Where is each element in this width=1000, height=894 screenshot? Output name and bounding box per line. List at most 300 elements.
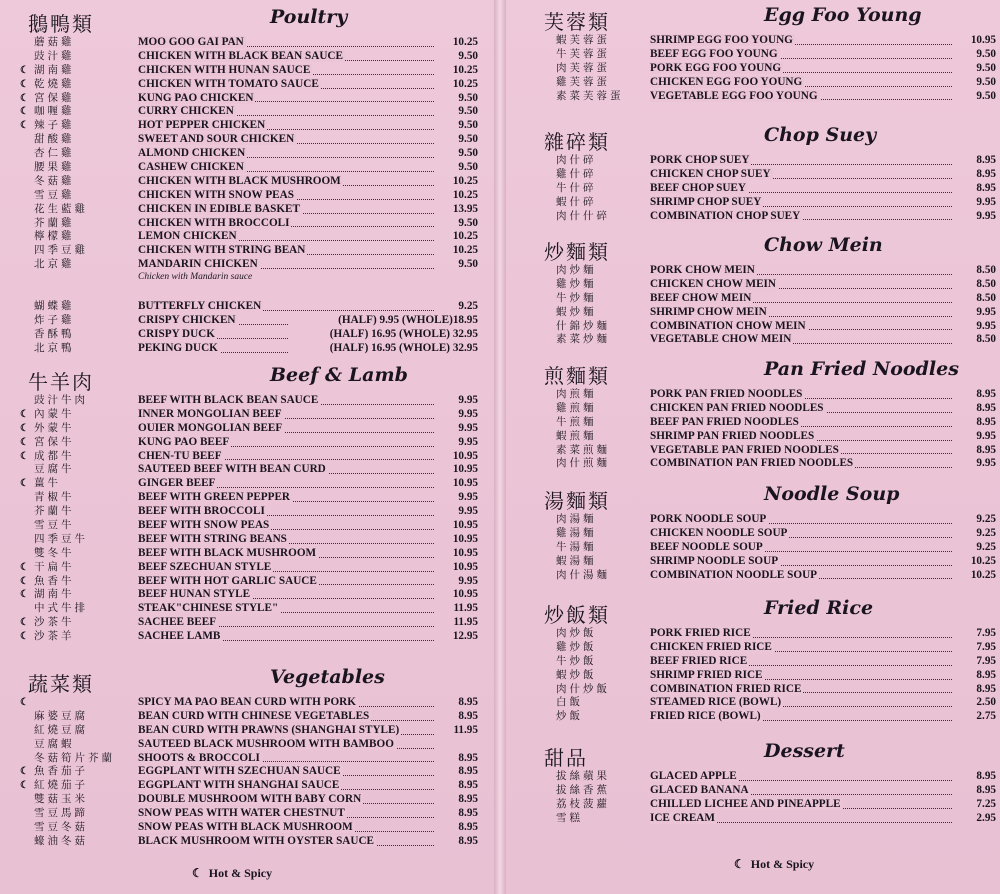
item-name: BEEF SZECHUAN STYLE xyxy=(138,560,272,573)
item-price: 9.25 xyxy=(976,513,996,525)
item-chinese-name: 沙茶牛 xyxy=(34,616,75,629)
item-chinese-name: 湖南雞 xyxy=(34,63,75,76)
menu-item xyxy=(526,513,1000,527)
item-price: 8.95 xyxy=(458,793,478,806)
menu-item xyxy=(526,710,1000,724)
item-name: BEEF CHOP SUEY xyxy=(650,181,746,194)
section-chinese-title: 炒麵類 xyxy=(544,240,610,264)
item-chinese-name: 雞炒飯 xyxy=(556,640,597,653)
section-header xyxy=(20,364,490,394)
item-chinese-name: 肉炒麵 xyxy=(556,264,597,276)
item-price: 10.25 xyxy=(452,63,478,76)
item-name: COMBINATION CHOP SUEY xyxy=(650,209,801,222)
item-name: CHICKEN FRIED RICE xyxy=(650,640,772,653)
menu-item xyxy=(20,258,490,272)
item-chinese-name: 肉芙蓉蛋 xyxy=(556,61,610,74)
item-name: STEAK"CHINESE STYLE" xyxy=(138,602,279,615)
item-name: BLACK MUSHROOM WITH OYSTER SAUCE xyxy=(138,834,375,847)
item-name: STEAMED RICE (BOWL) xyxy=(650,696,782,709)
item-name: SNOW PEAS WITH BLACK MUSHROOM xyxy=(138,821,353,834)
item-chinese-name: 薑牛 xyxy=(34,477,61,490)
item-price: 8.95 xyxy=(458,807,478,820)
item-chinese-name: 甜酸雞 xyxy=(34,133,75,146)
item-price: 9.50 xyxy=(458,161,478,174)
item-chinese-name: 拔絲蘋果 xyxy=(556,770,610,782)
item-chinese-name: 辣子雞 xyxy=(34,119,75,132)
item-name: VEGETABLE PAN FRIED NOODLES xyxy=(650,443,839,456)
hot-spicy-icon: ☾ xyxy=(20,64,29,76)
item-chinese-name: 紅燒豆腐 xyxy=(34,723,88,736)
item-price: 10.25 xyxy=(452,174,478,187)
menu-item xyxy=(526,278,1000,292)
item-chinese-name: 肉什炒飯 xyxy=(556,682,610,695)
item-price: 11.95 xyxy=(453,602,478,615)
menu-item xyxy=(526,292,1000,306)
menu-item xyxy=(20,696,490,710)
menu-item xyxy=(20,422,490,436)
item-chinese-name: 冬菇雞 xyxy=(34,174,75,187)
menu-item xyxy=(526,655,1000,669)
menu-item xyxy=(526,62,1000,76)
section-header xyxy=(20,666,490,696)
item-name: CASHEW CHICKEN xyxy=(138,161,244,174)
item-chinese-name: 肉什湯麵 xyxy=(556,568,610,581)
section-header xyxy=(526,597,1000,627)
menu-item xyxy=(20,64,490,78)
menu-item xyxy=(526,770,1000,784)
section-header xyxy=(526,4,1000,34)
item-name: BEEF WITH HOT GARLIC SAUCE xyxy=(138,574,317,587)
item-price: 10.95 xyxy=(452,546,478,559)
item-price: 8.95 xyxy=(976,167,996,180)
item-chinese-name: 雞煎麵 xyxy=(556,401,597,414)
item-chinese-name: 豉汁雞 xyxy=(34,49,75,62)
item-name: BEEF WITH BROCCOLI xyxy=(138,505,265,518)
item-chinese-name: 牛炒飯 xyxy=(556,654,597,667)
item-price: 9.95 xyxy=(458,394,478,406)
item-price: 8.95 xyxy=(976,668,996,681)
item-price: 9.50 xyxy=(458,133,478,146)
item-name: GINGER BEEF xyxy=(138,477,216,490)
item-price: 10.95 xyxy=(452,477,478,490)
menu-item xyxy=(526,76,1000,90)
item-price: 8.95 xyxy=(458,821,478,834)
item-price: 9.95 xyxy=(458,421,478,434)
item-price: 9.95 xyxy=(458,407,478,420)
menu-item xyxy=(526,196,1000,210)
item-name: PORK EGG FOO YOUNG xyxy=(650,61,782,74)
hot-spicy-icon: ☾ xyxy=(20,408,29,420)
section-noodlesoup xyxy=(526,483,1000,582)
item-price: 10.95 xyxy=(970,34,996,46)
hot-spicy-icon: ☾ xyxy=(20,617,29,629)
menu-item xyxy=(526,416,1000,430)
item-name: MANDARIN CHICKEN xyxy=(138,258,258,271)
section-title: Beef & Lamb xyxy=(270,364,408,386)
hot-spicy-legend-left xyxy=(192,866,272,881)
item-chinese-name: 麻婆豆腐 xyxy=(34,709,88,722)
section-chinese-title: 蔬菜類 xyxy=(28,672,94,696)
item-price: 9.95 xyxy=(458,505,478,518)
item-name: VEGETABLE CHOW MEIN xyxy=(650,333,792,346)
menu-item xyxy=(526,430,1000,444)
item-price: 8.95 xyxy=(976,783,996,796)
item-name: COMBINATION PAN FRIED NOODLES xyxy=(650,457,854,470)
item-chinese-name: 肉湯麵 xyxy=(556,513,597,525)
item-price: 9.95 xyxy=(976,319,996,332)
item-price: 10.25 xyxy=(452,77,478,90)
menu-item xyxy=(526,457,1000,471)
menu-item xyxy=(20,752,490,766)
item-chinese-name: 咖喱雞 xyxy=(34,105,75,118)
menu-item xyxy=(20,519,490,533)
section-chinese-title: 雜碎類 xyxy=(544,130,610,154)
item-chinese-name: 干扁牛 xyxy=(34,560,75,573)
hot-spicy-icon: ☾ xyxy=(20,422,29,434)
item-price: 8.95 xyxy=(976,682,996,695)
menu-item xyxy=(20,807,490,821)
item-chinese-name: 雪豆冬菇 xyxy=(34,821,88,834)
legend-label: Hot & Spicy xyxy=(750,857,815,871)
menu-item xyxy=(20,616,490,630)
item-name: MOO GOO GAI PAN xyxy=(138,36,244,48)
section-title: Chow Mein xyxy=(764,234,883,256)
item-chinese-name: 乾燒雞 xyxy=(34,77,75,90)
section-dessert xyxy=(526,740,1000,826)
item-chinese-name: 炒飯 xyxy=(556,710,583,723)
item-price: 7.95 xyxy=(976,654,996,667)
menu-item xyxy=(526,306,1000,320)
menu-item xyxy=(526,48,1000,62)
section-beef xyxy=(20,364,490,644)
item-chinese-name: 蘑菇雞 xyxy=(34,36,75,48)
item-name: KUNG PAO CHICKEN xyxy=(138,91,254,104)
item-name: INNER MONGOLIAN BEEF xyxy=(138,407,282,420)
item-name: CHICKEN EGG FOO YOUNG xyxy=(650,75,803,88)
item-price: 8.50 xyxy=(976,291,996,304)
item-name: SACHEE BEEF xyxy=(138,616,217,629)
menu-item xyxy=(20,78,490,92)
item-price: 10.25 xyxy=(452,188,478,201)
item-name: EGGPLANT WITH SZECHUAN SAUCE xyxy=(138,765,341,778)
item-price: 9.95 xyxy=(976,209,996,222)
item-chinese-name: 四季豆牛 xyxy=(34,532,88,545)
menu-item xyxy=(20,244,490,258)
crescent-moon-icon: ☾ xyxy=(734,857,745,871)
item-price: 8.95 xyxy=(458,751,478,764)
item-price: 9.50 xyxy=(976,89,996,102)
item-price: (HALF) 16.95 (WHOLE) 32.95 xyxy=(329,327,478,340)
item-price: 8.50 xyxy=(976,277,996,290)
item-name: SHRIMP EGG FOO YOUNG xyxy=(650,34,793,46)
hot-spicy-icon: ☾ xyxy=(20,631,29,643)
item-chinese-name: 芥蘭雞 xyxy=(34,216,75,229)
item-chinese-name: 炸子雞 xyxy=(34,314,75,327)
item-price: 9.50 xyxy=(458,91,478,104)
item-chinese-name: 雞什碎 xyxy=(556,167,597,180)
menu-item xyxy=(20,203,490,217)
menu-item xyxy=(526,669,1000,683)
item-name: CHICKEN IN EDIBLE BASKET xyxy=(138,202,300,215)
item-chinese-name: 沙茶羊 xyxy=(34,630,75,643)
item-name: BEEF HUNAN STYLE xyxy=(138,588,251,601)
item-chinese-name: 雙菇玉米 xyxy=(34,793,88,806)
menu-item xyxy=(20,92,490,106)
item-price: 11.95 xyxy=(453,723,478,736)
menu-item xyxy=(526,541,1000,555)
item-name: BEEF WITH BLACK BEAN SAUCE xyxy=(138,394,319,406)
item-chinese-name: 素菜炒麵 xyxy=(556,333,610,346)
item-name: BEEF EGG FOO YOUNG xyxy=(650,47,778,60)
menu-item xyxy=(20,230,490,244)
item-price: 8.95 xyxy=(976,443,996,456)
menu-item xyxy=(20,765,490,779)
section-title: Pan Fried Noodles xyxy=(764,358,959,380)
item-chinese-name: 蝦煎麵 xyxy=(556,429,597,442)
menu-item xyxy=(20,533,490,547)
item-price: 7.95 xyxy=(976,627,996,639)
page-fold xyxy=(494,0,506,894)
hot-spicy-icon: ☾ xyxy=(20,478,29,490)
item-name: LEMON CHICKEN xyxy=(138,230,237,243)
item-chinese-name: 蝴蝶雞 xyxy=(34,300,75,313)
section-eggfoo xyxy=(526,4,1000,103)
item-price: 8.50 xyxy=(976,264,996,276)
menu-item xyxy=(20,821,490,835)
item-price: 8.95 xyxy=(976,770,996,782)
item-chinese-name: 雙冬牛 xyxy=(34,546,75,559)
item-name: BEEF FRIED RICE xyxy=(650,654,748,667)
item-name: BEEF CHOW MEIN xyxy=(650,291,752,304)
menu-item xyxy=(20,588,490,602)
item-chinese-name: 豆腐牛 xyxy=(34,463,75,476)
item-chinese-name: 湖南牛 xyxy=(34,588,75,601)
item-price: 8.95 xyxy=(458,696,478,708)
item-name: SWEET AND SOUR CHICKEN xyxy=(138,133,295,146)
item-chinese-name: 牛煎麵 xyxy=(556,415,597,428)
section-title: Fried Rice xyxy=(764,597,874,619)
item-name: EGGPLANT WITH SHANGHAI SAUCE xyxy=(138,779,340,792)
item-name: ALMOND CHICKEN xyxy=(138,147,246,160)
item-price: 2.95 xyxy=(976,811,996,824)
item-price: 8.95 xyxy=(976,401,996,414)
item-price: 9.50 xyxy=(458,119,478,132)
item-price: 9.95 xyxy=(976,195,996,208)
item-name: CRISPY CHICKEN xyxy=(138,314,236,327)
menu-item xyxy=(20,835,490,849)
menu-item xyxy=(20,491,490,505)
item-chinese-name: 蝦湯麵 xyxy=(556,554,597,567)
item-chinese-name: 青椒牛 xyxy=(34,491,75,504)
hot-spicy-legend-right xyxy=(734,857,814,872)
item-chinese-name: 檸檬雞 xyxy=(34,230,75,243)
item-price: 10.95 xyxy=(452,532,478,545)
item-name: CHICKEN NOODLE SOUP xyxy=(650,526,788,539)
spacer xyxy=(20,286,490,300)
menu-item xyxy=(20,710,490,724)
item-name: COMBINATION NOODLE SOUP xyxy=(650,568,817,581)
section-header xyxy=(526,124,1000,154)
item-name: CHICKEN CHOW MEIN xyxy=(650,277,776,290)
item-name: CHEN-TU BEEF xyxy=(138,449,222,462)
item-chinese-name: 紅燒茄子 xyxy=(34,779,88,792)
item-price: 9.50 xyxy=(458,216,478,229)
item-name: BUTTERFLY CHICKEN xyxy=(138,300,262,313)
item-chinese-name: 成都牛 xyxy=(34,449,75,462)
item-price: 9.95 xyxy=(458,435,478,448)
item-price: 13.95 xyxy=(452,202,478,215)
item-price: 9.95 xyxy=(976,457,996,470)
menu-item xyxy=(20,342,490,356)
item-name: CRISPY DUCK xyxy=(138,327,215,340)
menu-item xyxy=(526,641,1000,655)
hot-spicy-icon: ☾ xyxy=(20,120,29,132)
menu-item xyxy=(20,36,490,50)
item-name: CHICKEN PAN FRIED NOODLES xyxy=(650,401,824,414)
item-price: 10.25 xyxy=(452,244,478,257)
item-name: CHICKEN WITH SNOW PEAS xyxy=(138,188,294,201)
section-header xyxy=(526,740,1000,770)
item-chinese-name: 牛什碎 xyxy=(556,181,597,194)
item-chinese-name: 荔枝菠蘿 xyxy=(556,797,610,810)
item-chinese-name: 素菜煎麵 xyxy=(556,443,610,456)
menu-item xyxy=(20,189,490,203)
item-chinese-name: 蠔油冬菇 xyxy=(34,834,88,847)
hot-spicy-icon: ☾ xyxy=(20,78,29,90)
item-chinese-name: 豆腐蝦 xyxy=(34,737,75,750)
item-chinese-name: 豉汁牛肉 xyxy=(34,394,88,406)
item-name: CHICKEN WITH BLACK BEAN SAUCE xyxy=(138,49,343,62)
section-chowmein xyxy=(526,234,1000,347)
menu-item xyxy=(526,182,1000,196)
item-price: 2.50 xyxy=(976,696,996,709)
item-price: 9.25 xyxy=(976,540,996,553)
item-price: 10.95 xyxy=(452,519,478,532)
menu-item xyxy=(20,147,490,161)
item-price: 10.25 xyxy=(452,230,478,243)
section-chinese-title: 鵝鴨類 xyxy=(28,12,94,36)
item-chinese-name: 蝦什碎 xyxy=(556,195,597,208)
section-veg xyxy=(20,666,490,849)
item-price: 10.95 xyxy=(452,463,478,476)
menu-item xyxy=(20,793,490,807)
item-price: 10.25 xyxy=(970,568,996,581)
item-price: 11.95 xyxy=(453,616,478,629)
item-chinese-name: 魚香茄子 xyxy=(34,765,88,778)
menu-item xyxy=(526,402,1000,416)
item-name: DOUBLE MUSHROOM WITH BABY CORN xyxy=(138,793,362,806)
item-chinese-name: 雞芙蓉蛋 xyxy=(556,75,610,88)
item-chinese-name: 蝦芙蓉蛋 xyxy=(556,34,610,46)
menu-item xyxy=(526,683,1000,697)
item-chinese-name: 宮保雞 xyxy=(34,91,75,104)
item-chinese-name: 肉什碎 xyxy=(556,154,597,166)
section-title: Dessert xyxy=(764,740,845,762)
item-price: 10.25 xyxy=(970,554,996,567)
item-name: BEEF PAN FRIED NOODLES xyxy=(650,415,799,428)
item-chinese-name: 肉什什碎 xyxy=(556,209,610,222)
section-title: Egg Foo Young xyxy=(764,4,922,26)
hot-spicy-icon: ☾ xyxy=(20,106,29,118)
item-chinese-name: 雪豆雞 xyxy=(34,188,75,201)
menu-item xyxy=(526,569,1000,583)
hot-spicy-icon: ☾ xyxy=(20,697,29,708)
hot-spicy-icon: ☾ xyxy=(20,436,29,448)
item-name: BEAN CURD WITH PRAWNS (SHANGHAI STYLE) xyxy=(138,723,400,736)
item-chinese-name: 白飯 xyxy=(556,696,583,709)
hot-spicy-icon: ☾ xyxy=(20,589,29,601)
item-chinese-name: 中式牛排 xyxy=(34,602,88,615)
item-chinese-name: 芥蘭牛 xyxy=(34,505,75,518)
item-price: (HALF) 9.95 (WHOLE)18.95 xyxy=(338,314,478,327)
item-chinese-name: 肉炒飯 xyxy=(556,627,597,639)
menu-item xyxy=(526,444,1000,458)
item-price: 8.95 xyxy=(458,834,478,847)
item-chinese-name: 雞炒麵 xyxy=(556,277,597,290)
section-panfried xyxy=(526,358,1000,471)
item-name: OUIER MONGOLIAN BEEF xyxy=(138,421,283,434)
section-title: Noodle Soup xyxy=(764,483,900,505)
menu-item xyxy=(20,477,490,491)
item-name: BEEF WITH GREEN PEPPER xyxy=(138,491,290,504)
menu-item xyxy=(526,696,1000,710)
item-name: BEEF WITH BLACK MUSHROOM xyxy=(138,546,317,559)
menu-item xyxy=(20,105,490,119)
item-name: PEKING DUCK xyxy=(138,341,218,354)
item-price: 8.95 xyxy=(458,709,478,722)
item-name: KUNG PAO BEEF xyxy=(138,435,230,448)
item-chinese-name: 牛湯麵 xyxy=(556,540,597,553)
item-price: 10.95 xyxy=(452,588,478,601)
menu-item xyxy=(526,210,1000,224)
item-name: CURRY CHICKEN xyxy=(138,105,234,118)
menu-item xyxy=(20,175,490,189)
menu-item xyxy=(526,784,1000,798)
menu-item xyxy=(526,90,1000,104)
item-price: 9.50 xyxy=(458,258,478,271)
item-name: CHICKEN WITH STRING BEAN xyxy=(138,244,306,257)
menu-item xyxy=(20,463,490,477)
item-chinese-name: 雪豆牛 xyxy=(34,519,75,532)
menu-item xyxy=(20,738,490,752)
section-chinese-title: 煎麵類 xyxy=(544,364,610,388)
item-name: SAUTEED BEEF WITH BEAN CURD xyxy=(138,463,326,476)
item-name: BEEF WITH STRING BEANS xyxy=(138,532,287,545)
menu-item xyxy=(20,602,490,616)
section-poultry xyxy=(20,6,490,356)
menu-item xyxy=(20,394,490,408)
item-name: FRIED RICE (BOWL) xyxy=(650,710,761,723)
menu-item xyxy=(20,505,490,519)
item-name: BEEF WITH SNOW PEAS xyxy=(138,519,270,532)
item-name: CHICKEN WITH HUNAN SAUCE xyxy=(138,63,311,76)
item-name: ICE CREAM xyxy=(650,811,715,824)
section-title: Poultry xyxy=(270,6,348,28)
item-price: 9.25 xyxy=(976,526,996,539)
item-chinese-name: 宮保牛 xyxy=(34,435,75,448)
menu-item xyxy=(526,798,1000,812)
item-price: 10.95 xyxy=(452,449,478,462)
item-name: GLACED BANANA xyxy=(650,783,749,796)
item-name: CHICKEN WITH BLACK MUSHROOM xyxy=(138,174,341,187)
hot-spicy-icon: ☾ xyxy=(20,766,29,778)
item-price: 9.95 xyxy=(458,574,478,587)
item-name: SAUTEED BLACK MUSHROOM WITH BAMBOO xyxy=(138,737,394,750)
item-price: 8.50 xyxy=(976,333,996,346)
menu-item xyxy=(20,561,490,575)
item-note: Chicken with Mandarin sauce xyxy=(138,272,253,283)
item-price: 7.25 xyxy=(976,797,996,810)
